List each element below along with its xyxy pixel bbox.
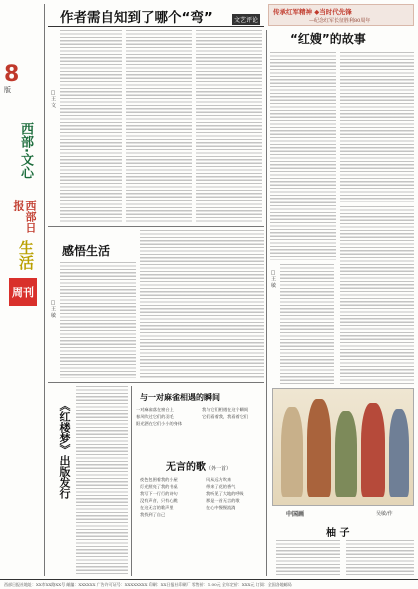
lead-article-title: 作者需自知到了哪个“弯” — [60, 10, 213, 26]
lead-text-col-3 — [196, 30, 262, 222]
page-footer: 西部日报社地址：XX市XX路XX号 邮编：XXXXXX 广告许可证号：XXXXXXXX 印刷：XX日报社印刷厂 零售价：1.00元 全年定价：XXX元 订阅：全国各地邮局 — [0, 579, 418, 589]
poem2-line: 风从远方吹来 — [206, 477, 232, 482]
poem2-title-text: 无言的歌 — [166, 462, 206, 473]
poem1-line: 春风吹过它们的羽毛 — [136, 414, 174, 419]
essay2-title: 柚 子 — [326, 528, 350, 539]
painting-figure — [389, 409, 409, 497]
essay-text-left — [60, 262, 136, 378]
poem2-line: 灯光照亮了我的书桌 — [140, 484, 178, 489]
poem2-line: 在心中慢慢流淌 — [206, 505, 236, 510]
poem1-line: 我与它们相遇在这个瞬间 — [202, 407, 249, 412]
right-byline: □王 敏 — [270, 270, 276, 288]
masthead-line-2: 生活 — [17, 240, 35, 270]
banner-line-2: —纪念红军长征胜利80周年 — [309, 18, 371, 24]
main-column-divider — [266, 30, 267, 576]
painting-credit: 吴敏/作 — [376, 511, 393, 517]
painting-figure — [335, 411, 357, 497]
poem2-line: 我找到了自己 — [140, 512, 166, 517]
poem2-line: 没有声音，只有心跳 — [140, 498, 178, 503]
painting-caption: 中国画 — [286, 511, 305, 518]
right-text-col-1 — [270, 52, 336, 260]
right-text-col-3 — [280, 264, 334, 384]
poem2-line: 我听见了大地的呼吸 — [206, 491, 244, 496]
painting-figure — [361, 403, 385, 497]
right-text-col-2 — [340, 52, 414, 202]
lead-title-rule — [48, 26, 264, 27]
review-title: 《红楼梦》出版发行 — [58, 400, 71, 499]
poem1-lines-left — [136, 406, 182, 427]
poem2-line: 夜色包围着我的小屋 — [140, 477, 178, 482]
section-name: 西部·文心 — [18, 122, 33, 179]
essay-byline: □王 敏 — [50, 300, 56, 318]
page-number — [4, 64, 40, 94]
masthead-line-3: 周刊 — [9, 278, 37, 306]
left-rail — [2, 4, 42, 564]
painting-figure — [307, 399, 331, 497]
lead-byline: □王 文 — [50, 90, 56, 108]
poem1-lines-right — [202, 406, 248, 420]
poem2-line: 那是一首无言的歌 — [206, 498, 240, 503]
poem1-line: 阳光洒在它们小小的身体 — [136, 421, 183, 426]
commemoration-banner — [268, 4, 414, 26]
review-divider — [131, 386, 132, 576]
poem2-title — [166, 458, 231, 473]
chinese-painting — [272, 388, 414, 506]
painting-figure — [281, 407, 303, 497]
masthead-line-1: 西部日报 — [12, 200, 37, 233]
lead-text-col-2 — [126, 30, 192, 222]
page-number-unit: 版 — [4, 86, 11, 94]
page-number-value: 8 — [4, 62, 20, 87]
essay2-text-col-1 — [276, 540, 340, 576]
essay-text-right — [140, 230, 264, 378]
poem2-line: 在这无言的歌声里 — [140, 505, 174, 510]
poem1-title: 与一对麻雀相遇的瞬间 — [140, 393, 220, 402]
poem2-line: 我写下一行行的诗句 — [140, 491, 178, 496]
poem2-lines-left — [140, 476, 178, 518]
right-text-col-4 — [340, 206, 414, 384]
rail-divider — [44, 4, 45, 576]
poem1-line: 它们看着我，我看着它们 — [202, 414, 249, 419]
essay-bottom-rule — [48, 382, 264, 383]
banner-line-1: 传承红军精神 ◆当时代先锋 — [273, 8, 352, 16]
poem2-subtitle: （外一首） — [206, 466, 232, 472]
poem2-lines-right — [206, 476, 244, 511]
lead-bottom-rule — [48, 226, 264, 227]
lead-text-col-1 — [60, 30, 122, 222]
essay-title: 感悟生活 — [62, 244, 111, 258]
lead-article-tag: 文艺评论 — [232, 14, 260, 25]
right-article-title: “红嫂”的故事 — [290, 32, 366, 46]
poem1-line: 一对麻雀落在窗台上 — [136, 407, 174, 412]
poem2-line: 带来了花的香气 — [206, 484, 236, 489]
essay2-text-col-2 — [346, 540, 414, 576]
review-text — [76, 386, 128, 574]
